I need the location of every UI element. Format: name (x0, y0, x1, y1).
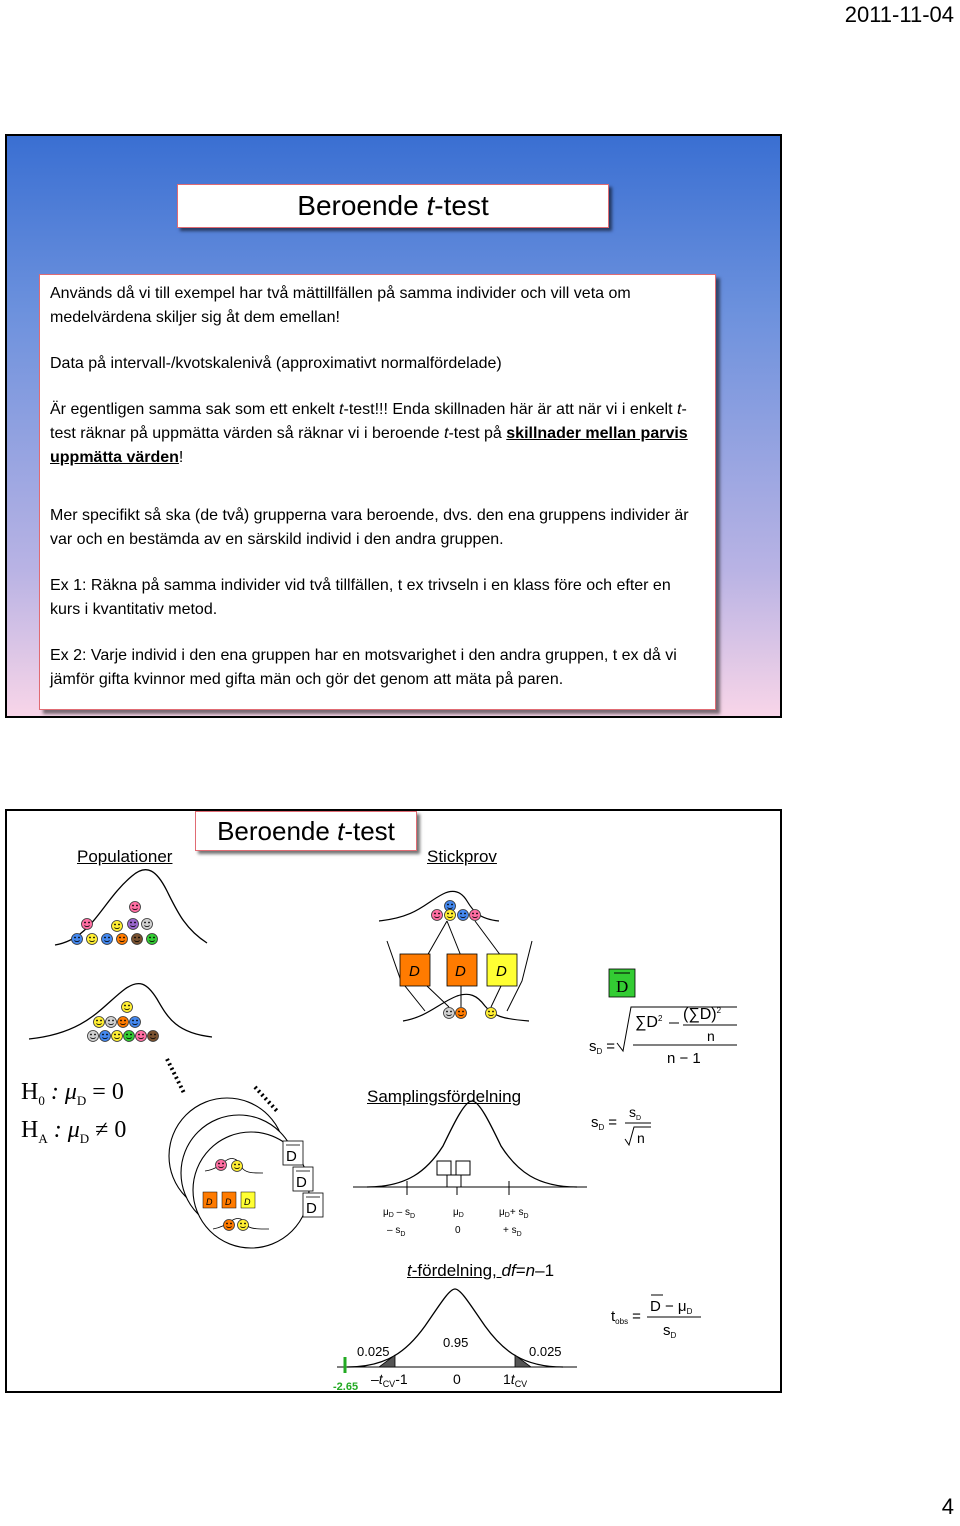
population-faces-1 (72, 902, 158, 945)
svg-text:sD: $s_D$ (629, 1104, 642, 1122)
t-dist-area-labels (357, 1335, 562, 1359)
t-fordelning-label: t-fördelning, df=n–1 (407, 1261, 555, 1280)
slide-2-diagram (7, 811, 780, 1391)
axis-mu-mid: $\mu_D$ (453, 1207, 464, 1219)
mean-d-label: D (616, 977, 629, 996)
svg-text:sD: $s_D$ (663, 1322, 677, 1340)
svg-text:D: D (286, 1148, 297, 1165)
left-area-label: 0.025 (357, 1344, 390, 1359)
populationer-label: Populationer (77, 847, 173, 866)
mid-area-label: 0.95 (443, 1335, 469, 1350)
paragraph-4: Mer specifikt så ska (de två) grupperna vara beroende, dvs. den ena gruppens individer är var och en bestämda av en särskild individ i den andra gruppen. (50, 507, 689, 548)
axis-minus-s: – $s_D$ (387, 1225, 406, 1238)
svg-text:sD=: $s_D$ = (589, 1038, 616, 1056)
svg-text:D: D (306, 1200, 317, 1217)
svg-text:(∑D)2: $(\sum D)^2$ (683, 1006, 722, 1023)
svg-text:1tCV: $1t_{CV}$ (503, 1371, 528, 1389)
sampling-curve (367, 1101, 577, 1187)
page-number: 4 (941, 1494, 954, 1519)
paragraph-6: Ex 2: Varje individ i den ena gruppen har en motsvarighet i den andra gruppen, t ex då vi jämför gifta kvinnor med gifta män och gör det genom att mäta på paren. (50, 647, 677, 688)
paragraph-5: Ex 1: Räkna på samma individer vid två tillfällen, t ex trivseln i en klass före och efter en kurs i kvantitativ metod. (50, 577, 671, 618)
axis-zero: 0 (455, 1225, 461, 1236)
svg-text:n − 1: n − 1 (667, 1050, 701, 1067)
slide-2-title: Beroende t-test (195, 811, 417, 851)
svg-text:D: D (244, 1197, 251, 1207)
se-formula (591, 1104, 651, 1146)
difference-boxes (400, 954, 517, 986)
population-faces-2 (88, 1002, 159, 1042)
d-label-1: D (409, 963, 420, 980)
mean-d-box (609, 969, 635, 997)
population-curve-2 (29, 984, 212, 1039)
axis-mu-left: $\mu_D - s_D$ (383, 1207, 416, 1220)
sd-formula (589, 1006, 737, 1067)
slide-1-title: Beroende t-test (177, 184, 609, 228)
t-dist-axis-labels (371, 1371, 527, 1389)
slide-1-textbox (39, 274, 716, 710)
svg-text:D: D (206, 1197, 213, 1207)
svg-text:D: D (296, 1174, 307, 1191)
svg-text:D: D (225, 1197, 232, 1207)
tobs-formula (611, 1295, 701, 1340)
d-label-2: D (455, 963, 466, 980)
axis-plus-s: + $s_D$ (503, 1225, 522, 1238)
axis-mu-right: $\mu_D+ s_D$ (499, 1207, 529, 1220)
paragraph-3: Är egentligen samma sak som ett enkelt t-test!!! Enda skillnaden här är att när vi i enkelt t-test räknar på uppmätta värden så räknar vi i beroende t-test på skillnader mellan parvis uppmätta värden! (50, 401, 688, 466)
svg-text:D − μD: $D - \mu_D$ (650, 1298, 693, 1316)
t-obs-value: -2.65 (333, 1381, 359, 1391)
paragraph-1: Används då vi till exempel har två mättillfällen på samma individer och vill veta om medelvärdena skiljer sig åt dem emellan! (50, 285, 631, 326)
svg-text:–tCV-1: $-t_{CV}-1$ (371, 1371, 408, 1389)
svg-text:n: n (707, 1028, 715, 1044)
h0-hypothesis: $H_0$ : $\mu_D = 0$ (21, 1079, 124, 1108)
t-axis-zero: 0 (453, 1371, 461, 1387)
ha-hypothesis: $H_A$ : $\mu_D \ne 0$ (21, 1117, 127, 1146)
header-date: 2011-11-04 (844, 2, 954, 27)
svg-text:tobs=: $t_{obs}$ = (611, 1308, 641, 1326)
sample-faces-bottom (444, 1008, 497, 1019)
paragraph-2: Data på intervall-/kvotskalenivå (approximativt normalfördelade) (50, 355, 502, 372)
samplingsfordelning-label: Samplingsfördelning (367, 1087, 522, 1106)
slide-1 (5, 134, 782, 718)
dotted-line-1 (167, 1059, 184, 1093)
svg-text:n: n (637, 1130, 645, 1146)
right-area-label: 0.025 (529, 1344, 562, 1359)
sampling-axis-labels (383, 1207, 529, 1238)
svg-text:sD=: $s_D$ = (591, 1114, 618, 1132)
slide-2 (5, 809, 782, 1393)
svg-text:∑D2: $\sum D^2$ (635, 1014, 663, 1031)
sample-faces-top (432, 901, 481, 921)
stickprov-label: Stickprov (427, 847, 497, 866)
sampling-squares (437, 1161, 470, 1187)
d-label-3: D (496, 963, 507, 980)
